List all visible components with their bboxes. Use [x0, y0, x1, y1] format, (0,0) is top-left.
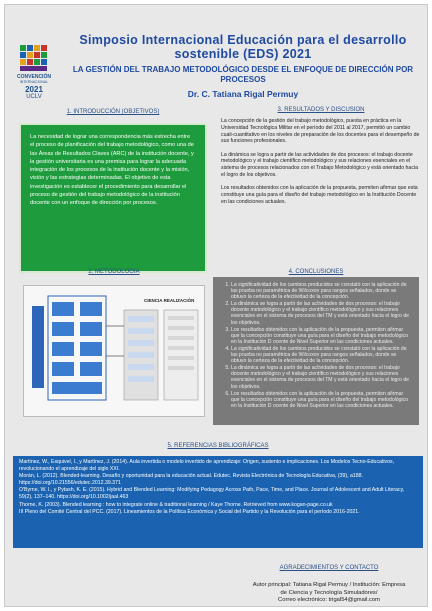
diagram-side-bar: [32, 306, 44, 388]
results-paragraph: La dinámica se logra a partir de las actividades de dos procesos: el trabajo docente metodológico y el trabajo científico metodológico y sus relaciones esenciales en el sistema de procesos relacionados con el Trabajo Metodológico y está orientado hacia el logro de los objetivos.: [221, 151, 418, 179]
diagram-block: [52, 342, 74, 356]
method-diagram: [23, 285, 205, 417]
results-paragraph: Los resultados obtenidos con la aplicación de la propuesta, permiten afirmar que esta constituye una guía para el diseño del trabajo metodológico en la Institución Docente en las condiciones actuales.: [221, 185, 418, 205]
reference-item: III Pleno del Comité Central del PCC. (2017). Lineamientos de la Política Económica y Social del Partido y la Revolución para el período 2016-2021.: [19, 509, 360, 516]
reference-item: Thorne, K. (2003). Blended learning : how to integrate online & traditional learning / Kaye Thorne. Retrieved from www.kogan-page.co.uk: [19, 501, 333, 508]
conclusion-item: 2. La dinámica se logra a partir de las actividades de dos procesos: el trabajo docente metodológico y el trabajo científico metodológico y sus relaciones esenciales en el sistema de procesos del TM y está orientado hacia el logro de los objetivos.: [231, 301, 413, 325]
conclusions-list: [223, 282, 413, 409]
contact-block: [231, 582, 427, 605]
conclusions-box: [213, 277, 419, 425]
diagram-entry: [168, 366, 194, 370]
diagram-block: [80, 342, 102, 356]
diagram-block: [52, 322, 74, 336]
contact-line: Autor principal: Tatiana Rigal Permuy / Institución: Empresa: [252, 582, 406, 588]
diagram-block: [52, 302, 74, 316]
results-text: [221, 118, 421, 212]
conclusions-heading: 4. CONCLUSIONES: [288, 269, 344, 275]
diagram-entry: [168, 336, 194, 340]
diagram-panel: [164, 310, 198, 400]
thanks-heading: AGRADECIMIENTOS Y CONTACTO: [279, 565, 379, 571]
diagram-entry: [128, 376, 154, 382]
diagram-entry: [128, 340, 154, 346]
poster: [4, 4, 428, 607]
poster-author: Dr. C. Tatiana Rigal Permuy: [187, 89, 299, 99]
logo-text-year: 2021: [25, 85, 43, 94]
logo-text-line2: INTERNACIONAL: [19, 80, 49, 84]
conclusion-item: 3. Los resultados obtenidos con la aplicación de la propuesta, permiten afirmar que la concepción constituye una guía para el diseño del trabajo metodológico en la Institución D ocente de Nivel Superior en las condiciones actuales.: [231, 327, 413, 345]
diagram-entry: [128, 316, 154, 322]
poster-title: Simposio Internacional Educación para el desarrollo sostenible (EDS) 2021: [79, 33, 407, 61]
method-diagram-graphic: [24, 286, 204, 416]
diagram-entry: [128, 352, 154, 358]
diagram-block: [52, 362, 74, 376]
contact-email: Correo electrónico: trigal54@gmail.com: [278, 597, 380, 603]
reference-item: Martínez, W., Esquivel, I., y Martínez, J. (2014). Aula invertida o modelo invertido de aprendizaje: Origen, sustento e implicaciones. Los Modelos Tecno-Educativos, revolucionando el aprendizaje del siglo XXI.: [19, 459, 395, 472]
intro-text: La necesidad de lograr una correspondencia más estrecha entre el proceso de planificación del trabajo metodológico, como una de las Áreas de Resultados Claves (ARC) de la institución docente, y la gestión universitaria es una premisa para lograr la adecuada integración de los procesos de la institución docente y la misión, visión y las estrategias determinadas. El objetivo de esta investigación es establecer el procedimiento para desarrollar el proceso de gestión del trabajo metodológico de la institución docente con un enfoque de dirección por procesos.: [30, 134, 194, 207]
diagram-center-label: CIENCIA REALIZACIÓN: [144, 298, 195, 303]
reference-item: Morán, L. (2012). Blended-learning. Desafío y oportunidad para la educación actual. Edutec. Revista Electrónica de Tecnología Educativa, (39), a188. https://doi.org/10.21556/edutec.2012.39.371: [19, 473, 363, 486]
diagram-entry: [128, 364, 154, 370]
diagram-block: [80, 302, 102, 316]
conclusion-item: 4. La significatividad de los cambios producidos se constató con la aplicación de las prueba no paramétrica de Wilcoxon para rangos señalados, donde se obtuvo la certeza de la efectividad de la concepción.: [231, 346, 413, 364]
results-paragraph: La concepción de la gestión del trabajo metodológico, puesta en práctica en la Universidad Tecnológica Militar en el período del 2011 al 2017, permitió un cambio cuali-cuantitativo en los niveles de preparación de los docentes para el desempeño de sus funciones profesionales.: [221, 118, 420, 145]
contact-line: de Ciencia y Tecnología Simuladores/: [280, 589, 378, 596]
logo-text-uclv: UCLV: [26, 94, 42, 100]
diagram-block: [80, 322, 102, 336]
diagram-entry: [128, 328, 154, 334]
conclusion-item: 1. La significatividad de los cambios producidos se constató con la aplicación de las prueba no paramétrica de Wilcoxon para rangos señalados, donde se obtuvo la certeza de la efectividad de la concepción.: [231, 282, 413, 300]
logo-text-line1: CONVENCIÓN: [17, 74, 51, 80]
diagram-entry: [168, 346, 194, 350]
references-box: [13, 456, 423, 548]
intro-heading: 1. INTRODUCCIÓN (OBJETIVOS): [66, 109, 160, 115]
diagram-entry: [168, 316, 194, 320]
conclusion-item: 5. La dinámica se logra a partir de las actividades de dos procesos: el trabajo docente metodológico y el trabajo científico metodológico y sus relaciones esenciales en el sistema de procesos del TM y está orientado hacia el logro de los objetivos.: [231, 365, 413, 389]
diagram-block: [52, 382, 102, 394]
poster-subtitle: LA GESTIÓN DEL TRABAJO METODOLÓGICO DESDE EL ENFOQUE DE DIRECCIÓN POR PROCESOS: [72, 65, 414, 84]
diagram-entry: [168, 356, 194, 360]
convention-logo: [13, 43, 55, 101]
results-heading: 3. RESULTADOS Y DISCUSION: [277, 107, 365, 113]
logo-mark-icon: [17, 43, 51, 73]
references-heading: 5. REFERENCIAS BIBLIOGRÁFICAS: [167, 443, 269, 449]
conclusion-item: 6. Los resultados obtenidos con la aplicación de la propuesta, permiten afirmar que la concepción constituye una guía para el diseño del trabajo metodológico en la Institución D ocente de Nivel Superior en las condiciones actuales.: [231, 391, 413, 409]
intro-box: [19, 123, 207, 273]
diagram-entry: [168, 326, 194, 330]
reference-item: O'Byrne, W. I., y Pytash, K. E. (2015). Hybrid and Blended Learning: Modifying Pedagogy Across Path, Pace, Time, and Place. Journal of Adolescent and Adult Literacy, 59(2), 137–140. https://doi.org/10.1002/jaal.463: [19, 487, 405, 500]
diagram-block: [80, 362, 102, 376]
method-heading: 2. METODOLOGIA: [88, 269, 140, 275]
